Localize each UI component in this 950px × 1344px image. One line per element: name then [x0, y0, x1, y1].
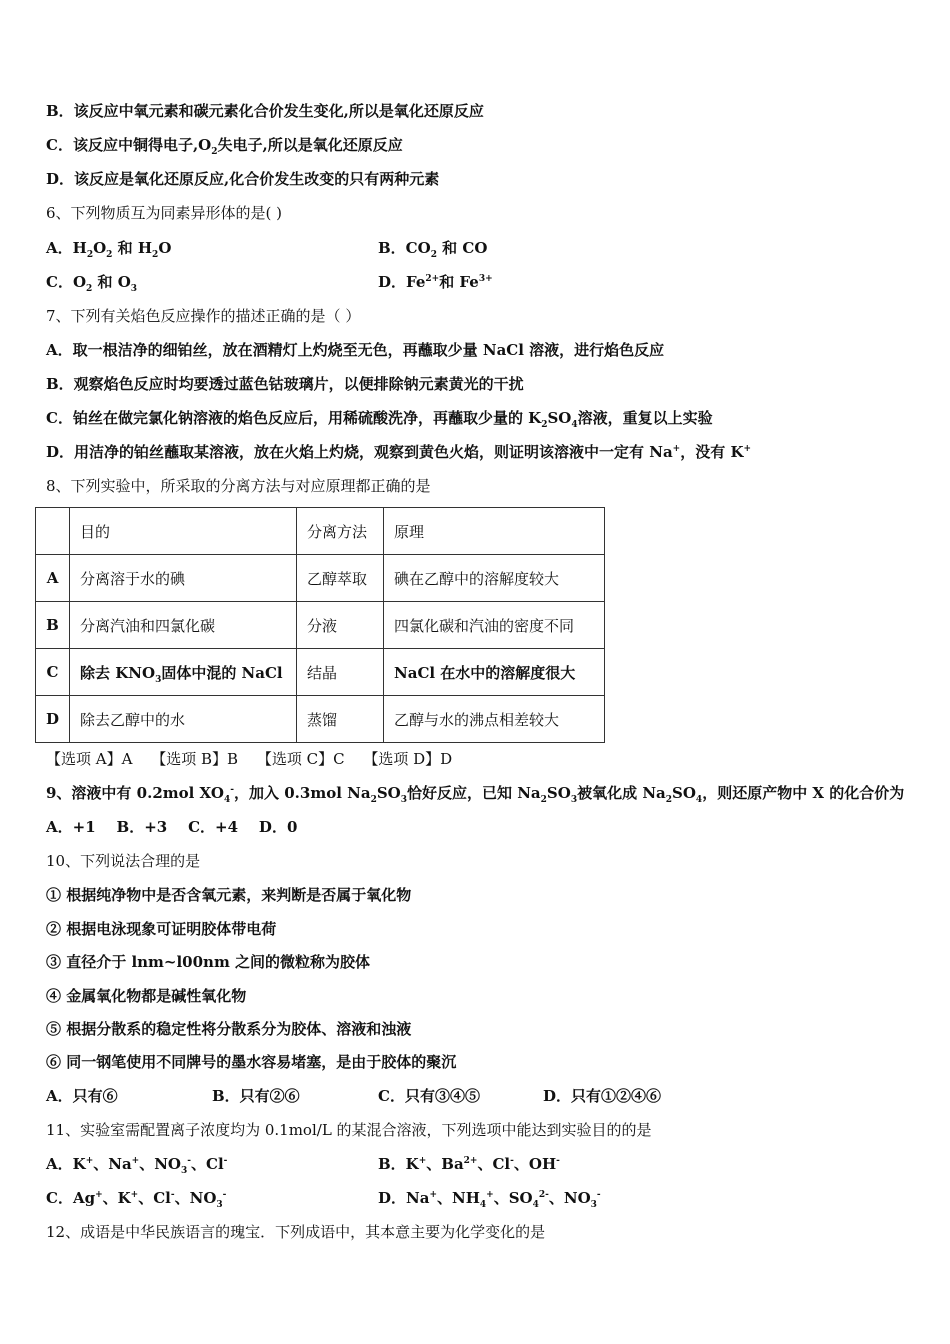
- q6-option-d: D．$Fe^{2+}$和 $Fe^{3+}$: [378, 273, 493, 291]
- row-label: A: [36, 555, 70, 602]
- q10-item-2: ② 根据电泳现象可证明胶体带电荷: [46, 920, 277, 938]
- q8-option-c: 【选项 C】C: [256, 750, 345, 768]
- q10-item-1: ① 根据纯净物中是否含氧元素，来判断是否属于氧化物: [46, 886, 412, 904]
- table-header-row: [36, 508, 605, 555]
- header-purpose: 目的: [70, 508, 297, 555]
- q11-option-c: C．Ag+、K+、Cl-、$NO_3^-$: [46, 1189, 227, 1210]
- q6-option-c: C．$O_2$ 和 $O_3$: [46, 273, 138, 294]
- q6-stem: 6、下列物质互为同素异形体的是( ): [46, 204, 283, 222]
- q7-stem: 7、下列有关焰色反应操作的描述正确的是（ ）: [46, 307, 361, 325]
- row-method: 分液: [297, 602, 384, 649]
- q10-option-d: D．只有①②④⑥: [543, 1087, 662, 1105]
- q8-option-b: 【选项 B】B: [151, 750, 239, 768]
- q11-option-a: A．K+、Na+、$NO_3^-$、Cl-: [46, 1155, 228, 1176]
- q12-stem: 12、成语是中华民族语言的瑰宝．下列成语中，其本意主要为化学变化的是: [46, 1223, 546, 1241]
- header-principle: 原理: [384, 508, 605, 555]
- q8-option-a: 【选项 A】A: [46, 750, 133, 768]
- q5-option-b: B．该反应中氧元素和碳元素化合价发生变化,所以是氧化还原反应: [46, 102, 484, 120]
- header-method: 分离方法: [297, 508, 384, 555]
- row-label: B: [36, 602, 70, 649]
- row-purpose: 分离汽油和四氯化碳: [70, 602, 297, 649]
- q7-option-d: D．用洁净的铂丝蘸取某溶液，放在火焰上灼烧，观察到黄色火焰，则证明该溶液中一定有 Na+，没有 K+: [46, 443, 752, 461]
- row-method: 结晶: [297, 649, 384, 696]
- q10-option-a: A．只有⑥: [46, 1087, 118, 1105]
- row-principle: 乙醇与水的沸点相差较大: [384, 696, 605, 743]
- q10-item-4: ④ 金属氧化物都是碱性氧化物: [46, 987, 247, 1005]
- q10-option-c: C．只有③④⑤: [378, 1087, 480, 1105]
- row-purpose: 除去 $KNO_3$固体中混的 NaCl: [70, 649, 297, 696]
- row-method: 蒸馏: [297, 696, 384, 743]
- table-row: [36, 602, 605, 649]
- q10-stem: 10、下列说法合理的是: [46, 852, 201, 870]
- q10-option-b: B．只有②⑥: [212, 1087, 300, 1105]
- q8-option-d: 【选项 D】D: [363, 750, 453, 768]
- row-principle: 四氯化碳和汽油的密度不同: [384, 602, 605, 649]
- row-purpose: 除去乙醇中的水: [70, 696, 297, 743]
- separation-table: [35, 507, 605, 743]
- q7-option-b: B．观察焰色反应时均要透过蓝色钴玻璃片，以便排除钠元素黄光的干扰: [46, 375, 524, 393]
- q5-option-c: C．该反应中铜得电子$,O_2$失电子,所以是氧化还原反应: [46, 136, 403, 157]
- q8-options: [46, 749, 466, 769]
- q11-stem: 11、实验室需配置离子浓度均为 0.1mol/L 的某混合溶液，下列选项中能达到实验目的的是: [46, 1121, 652, 1139]
- q10-item-6: ⑥ 同一钢笔使用不同牌号的墨水容易堵塞，是由于胶体的聚沉: [46, 1053, 457, 1071]
- row-label: C: [36, 649, 70, 696]
- q10-item-3: ③ 直径介于 lnm~l00nm 之间的微粒称为胶体: [46, 953, 371, 971]
- q10-item-5: ⑤ 根据分散系的稳定性将分散系分为胶体、溶液和浊液: [46, 1020, 412, 1038]
- q6-option-b: B．$CO_2$ 和 CO: [378, 239, 488, 260]
- table-row: [36, 696, 605, 743]
- q11-option-d: D．Na+、$NH_4^+$、$SO_4^{2-}$、$NO_3^-$: [378, 1189, 601, 1210]
- row-principle: NaCl 在水中的溶解度很大: [384, 649, 605, 696]
- table-corner-cell: [36, 508, 70, 555]
- q11-option-b: B．K+、$Ba^{2+}$、Cl-、OH-: [378, 1155, 560, 1173]
- q8-stem: 8、下列实验中，所采取的分离方法与对应原理都正确的是: [46, 477, 431, 495]
- table-row: [36, 649, 605, 696]
- q7-option-a: A．取一根洁净的细铂丝，放在酒精灯上灼烧至无色，再蘸取少量 NaCl 溶液，进行焰色反应: [46, 341, 665, 359]
- row-method: 乙醇萃取: [297, 555, 384, 602]
- q9-stem: 9、溶液中有 0.2mol $XO_4^-$，加入 0.3mol $Na_2SO_3$恰好反应，已知 $Na_2SO_3$被氧化成 $Na_2SO_4$，则还原产物中 X 的化合价为: [46, 784, 905, 805]
- q6-option-a: A．$H_2O_2$ 和 $H_2O$: [46, 239, 172, 260]
- table-row: [36, 555, 605, 602]
- q5-option-d: D．该反应是氧化还原反应,化合价发生改变的只有两种元素: [46, 170, 440, 188]
- q7-option-c: C．铂丝在做完氯化钠溶液的焰色反应后，用稀硫酸洗净，再蘸取少量的 $K_2SO_4$溶液，重复以上实验: [46, 409, 713, 430]
- row-purpose: 分离溶于水的碘: [70, 555, 297, 602]
- row-label: D: [36, 696, 70, 743]
- q9-options: A．+1 B．+3 C．+4 D．0: [46, 818, 298, 836]
- row-principle: 碘在乙醇中的溶解度较大: [384, 555, 605, 602]
